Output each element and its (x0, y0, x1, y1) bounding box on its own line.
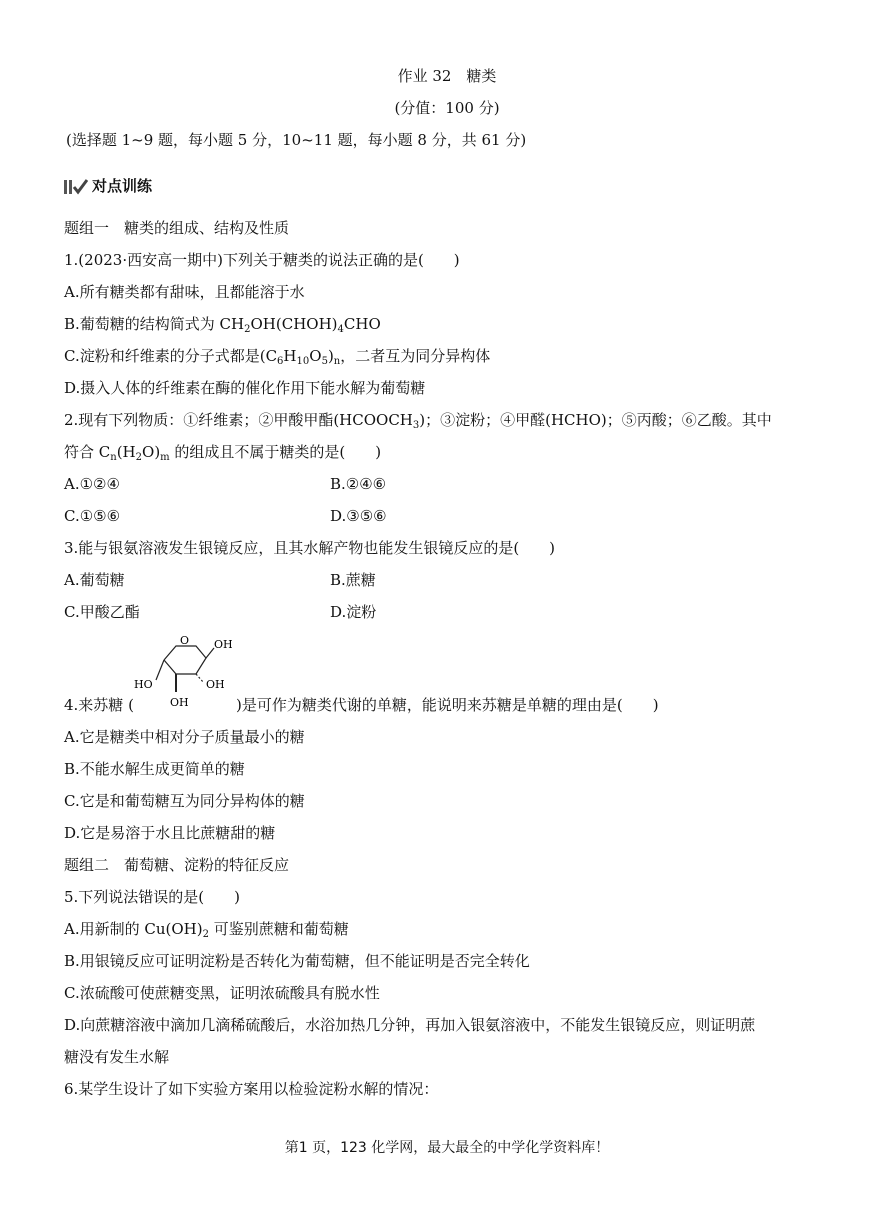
question-4-stem-post: )是可作为糖类代谢的单糖，能说明来苏糖是单糖的理由是( ) (236, 696, 659, 714)
group-title: 题组二 葡萄糖、淀粉的特征反应 (64, 856, 290, 874)
checklist-icon (64, 178, 88, 196)
q2-option-d: D.③⑤⑥ (330, 507, 387, 525)
q2-option-c: C.①⑤⑥ (64, 507, 121, 525)
q4-option-c: C.它是和葡萄糖互为同分异构体的糖 (64, 792, 305, 810)
q5-option-d-line1: D.向蔗糖溶液中滴加几滴稀硫酸后，水浴加热几分钟，再加入银氨溶液中，不能发生银镜反应，则证明蔗 (64, 1016, 756, 1034)
q1-option-b: B.葡萄糖的结构简式为 $CH_2OH(CHOH)_4CHO$ (64, 315, 381, 335)
structure-oh-label: OH (214, 638, 233, 651)
q3-option-b: B.蔗糖 (330, 571, 376, 589)
q4-option-b: B.不能水解生成更简单的糖 (64, 760, 245, 778)
question-1-stem: 1.(2023·西安高一期中)下列关于糖类的说法正确的是( ) (64, 251, 460, 269)
q3-option-a: A.葡萄糖 (64, 571, 125, 589)
question-3-stem: 3.能与银氨溶液发生银镜反应，且其水解产物也能发生银镜反应的是( ) (64, 539, 556, 557)
group-title: 题组一 糖类的组成、结构及性质 (64, 219, 290, 237)
q5-option-d-line2: 糖没有发生水解 (64, 1048, 170, 1066)
q5-option-b: B.用银镜反应可证明淀粉是否转化为葡萄糖，但不能证明是否完全转化 (64, 952, 530, 970)
structure-o-label: O (180, 634, 190, 647)
q2-option-a: A.①②④ (64, 475, 120, 493)
structure-oh-label: OH (170, 696, 189, 709)
q5-option-a: A.用新制的 $Cu(OH)_2$ 可鉴别蔗糖和葡萄糖 (64, 920, 349, 940)
question-2-stem-line2: 符合 $C_n(H_2O)_m$ 的组成且不属于糖类的是( ) (64, 443, 382, 463)
lyxose-structure (128, 628, 236, 712)
q3-option-d: D.淀粉 (330, 603, 377, 621)
q3-option-c: C.甲酸乙酯 (64, 603, 140, 621)
score-note: (选择题 1~9 题，每小题 5 分，10~11 题，每小题 8 分，共 61 分) (66, 131, 527, 149)
q1-option-c: C.淀粉和纤维素的分子式都是$(C_6H_{10}O_5)_n$，二者互为同分异构体 (64, 347, 491, 367)
question-6-stem: 6.某学生设计了如下实验方案用以检验淀粉水解的情况： (64, 1080, 439, 1098)
question-4-stem-pre: 4.来苏糖 ( (64, 696, 134, 714)
q5-option-c: C.浓硫酸可使蔗糖变黑，证明浓硫酸具有脱水性 (64, 984, 380, 1002)
question-5-stem: 5.下列说法错误的是( ) (64, 888, 241, 906)
page-footer: 第1 页，123 化学网，最大最全的中学化学资料库！ (284, 1140, 610, 1156)
q4-option-d: D.它是易溶于水且比蔗糖甜的糖 (64, 824, 276, 842)
section-title: 对点训练 (92, 177, 153, 195)
page-title: 作业 32 糖类 (397, 67, 497, 85)
question-2-stem-line1: 2.现有下列物质：①纤维素；②甲酸甲酯$(HCOOCH_3)$；③淀粉；④甲醛(HCHO)；⑤丙酸；⑥乙酸。其中 (64, 411, 772, 431)
q4-option-a: A.它是糖类中相对分子质量最小的糖 (64, 728, 305, 746)
score-line: (分值：100 分) (394, 99, 500, 117)
structure-oh-label: OH (206, 678, 225, 691)
structure-ho-label: HO (134, 678, 153, 691)
q2-option-b: B.②④⑥ (330, 475, 387, 493)
q1-option-a: A.所有糖类都有甜味，且都能溶于水 (64, 283, 305, 301)
q1-option-d: D.摄入人体的纤维素在酶的催化作用下能水解为葡萄糖 (64, 379, 426, 397)
